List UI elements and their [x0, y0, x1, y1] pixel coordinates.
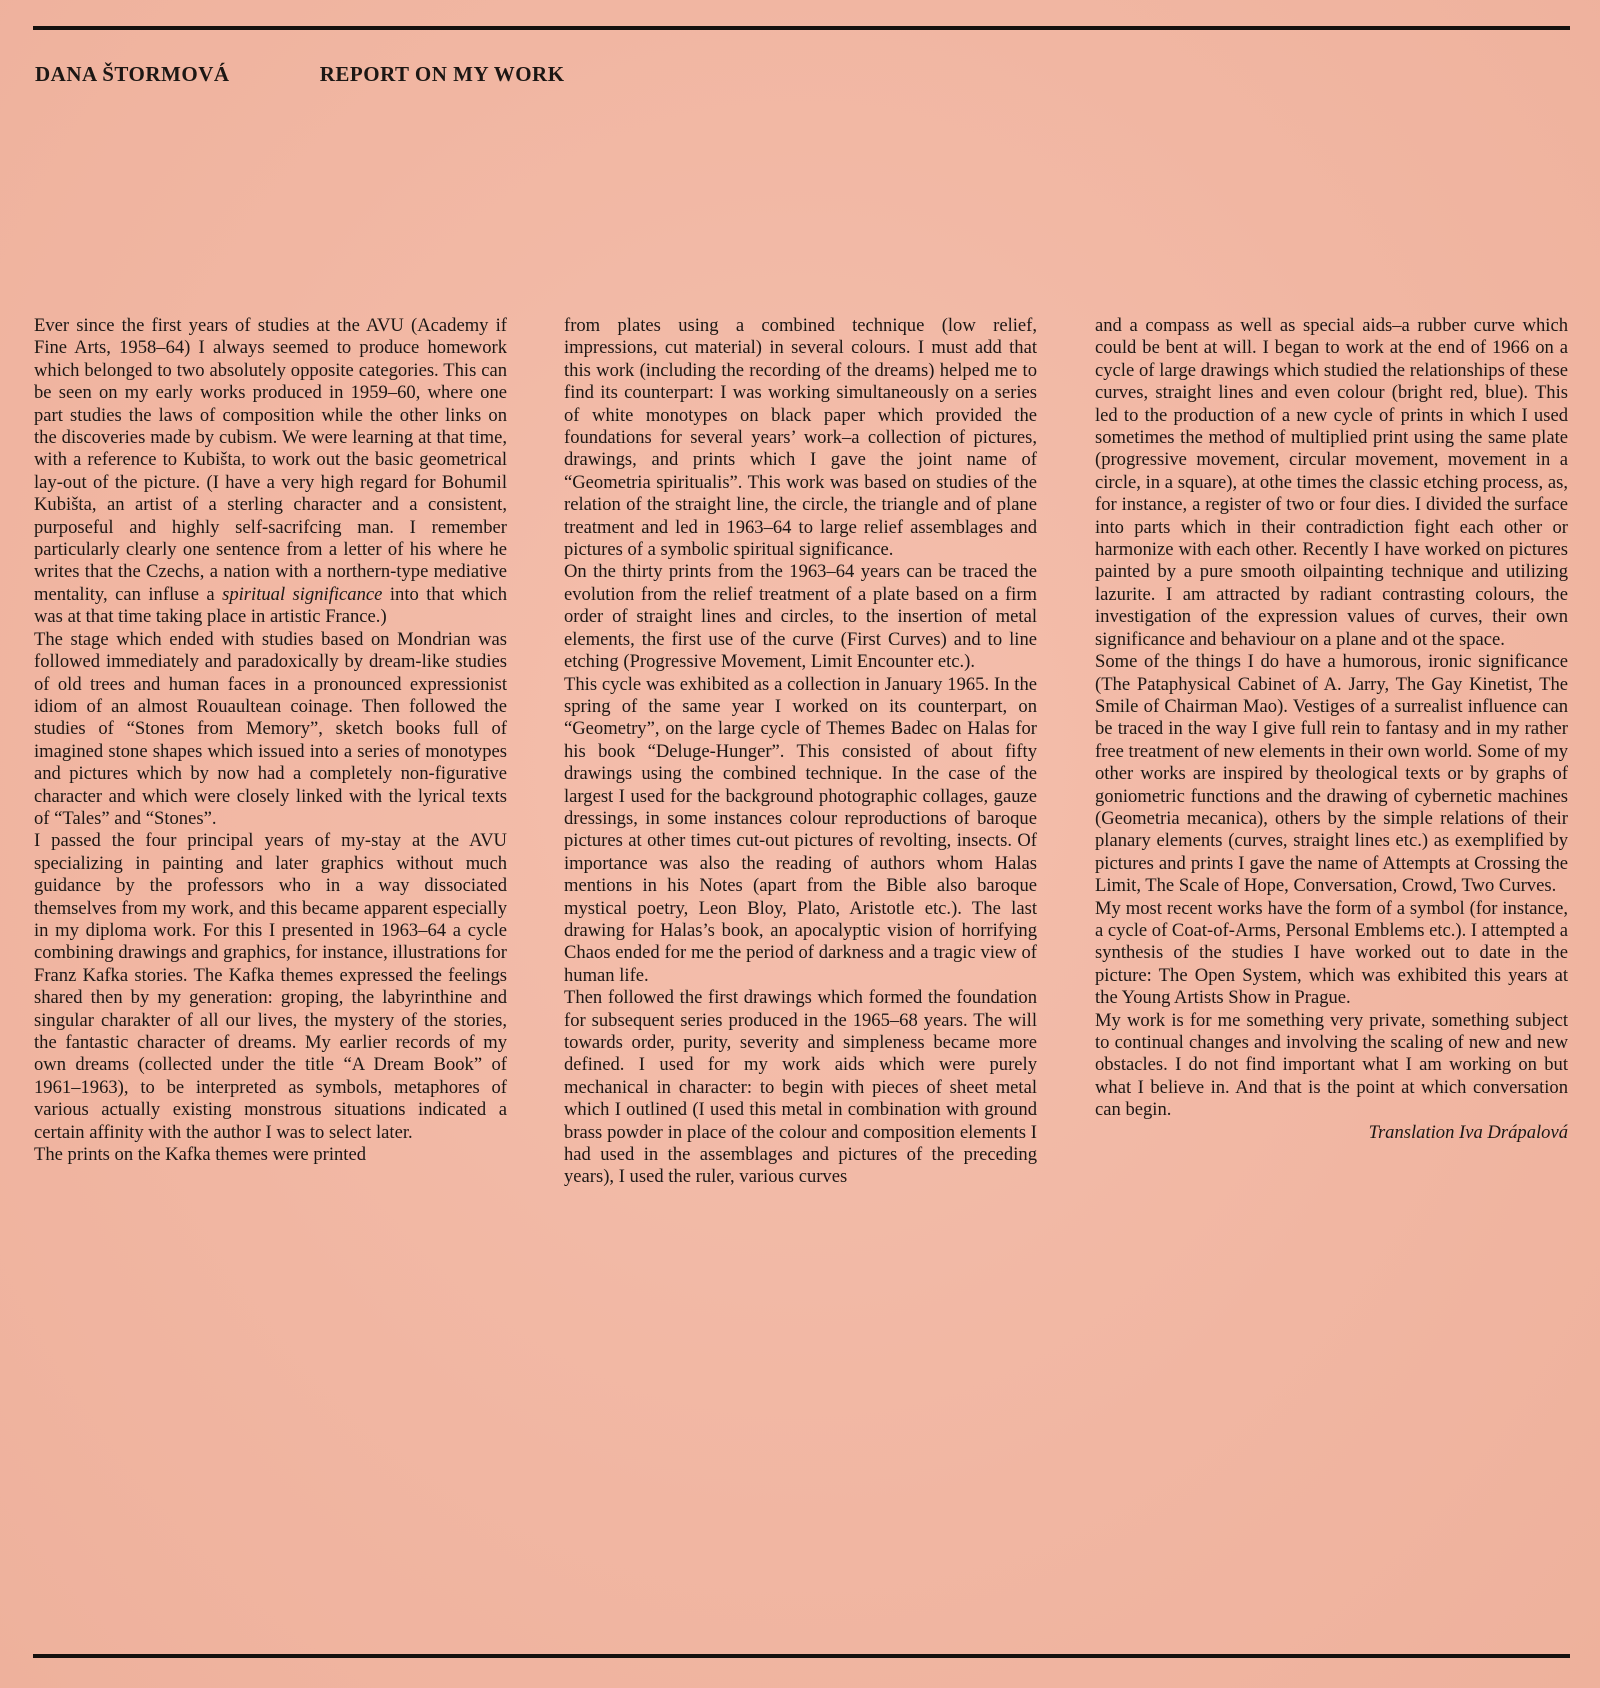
top-rule — [33, 26, 1570, 30]
text-column-2 — [564, 315, 1037, 1189]
paragraph: I passed the four principal years of my-stay at the AVU specializing in painting and later graphics without much guidance by the professors who in a way dissociated themselves from my work, and this became apparent especially in my diploma work. For this I presented in 1963–64 a cycle combining drawings and graphics, for instance, illustrations for Franz Kafka stories. The Kafka themes expressed the feelings shared then by my generation: groping, the labyrinthine and singular charakter of all our lives, the mystery of the stories, the fantastic character of dreams. My earlier records of my own dreams (collected under the title “A Dream Book” of 1961–1963), to be interpreted as symbols, metaphores of various actually existing monstrous situations indicated a certain affinity with the author I was to select later. — [34, 830, 507, 1143]
paragraph: Ever since the first years of studies at the AVU (Academy if Fine Arts, 1958–64) I always seemed to produce homework which belonged to two absolutely opposite categories. This can be seen on my early works produced in 1959–60, where one part studies the laws of composition while the other links on the discoveries made by cubism. We were learning at that time, with a reference to Kubišta, to work out the basic geometrical lay-out of the picture. (I have a very high regard for Bohumil Kubišta, an artist of a sterling character and a consistent, purposeful and highly self-sacrifcing man. I remember particularly clearly one sentence from a letter of his where he writes that the Czechs, a nation with a northern-type mediative mentality, can influse a spiritual significance into that which was at that time taking place in artistic France.) — [34, 315, 507, 628]
article-title: REPORT ON MY WORK — [319, 62, 565, 86]
author-name: DANA ŠTORMOVÁ — [35, 62, 230, 86]
text-column-3 — [1095, 315, 1568, 1144]
paragraph: Some of the things I do have a humorous, ironic significance (The Pataphysical Cabinet of A. Jarry, The Gay Kinetist, The Smile of Chairman Mao). Vestiges of a surrealist influence can be traced in the way I give full rein to fantasy and in my rather free treatment of new elements in their own world. Some of my other works are inspired by theological texts or by graphs of goniometric functions and the drawing of cybernetic machines (Geometria mecanica), others by the simple relations of their planary elements (curves, straight lines etc.) as exemplified by pictures and prints I gave the name of Attempts at Crossing the Limit, The Scale of Hope, Conversation, Crowd, Two Curves. — [1095, 651, 1568, 897]
paragraph: This cycle was exhibited as a collection in January 1965. In the spring of the same year I worked on its counterpart, on “Geometry”, on the large cycle of Themes Badec on Halas for his book “Deluge-Hunger”. This consisted of about fifty drawings using the combined technique. In the case of the largest I used for the background photographic collages, gauze dressings, in some instances colour reproductions of baroque pictures at other times cut-out pictures of revolting, insects. Of importance was also the reading of authors whom Halas mentions in his Notes (apart from the Bible also baroque mystical poetry, Leon Bloy, Plato, Aristotle etc.). The last drawing for Halas’s book, an apocalyptic vision of horrifying Chaos ended for me the period of darkness and a tragic view of human life. — [564, 673, 1037, 986]
paragraph: The stage which ended with studies based on Mondrian was followed immediately and paradoxically by dream-like studies of old trees and human faces in a pronounced expressionist idiom of an almost Rouaultean coinage. Then followed the studies of “Stones from Memory”, sketch books full of imagined stone shapes which issued into a series of monotypes and pictures which by now had a completely non-figurative character and which were closely linked with the lyrical texts of “Tales” and “Stones”. — [34, 628, 507, 829]
paragraph: My work is for me something very private, something subject to continual changes and involving the scaling of new and new obstacles. I do not find important what I am working on but what I believe in. And that is the point at which conversation can begin. — [1095, 1009, 1568, 1121]
page-header — [35, 62, 565, 87]
paragraph: My most recent works have the form of a symbol (for instance, a cycle of Coat-of-Arms, Personal Emblems etc.). I attempted a synthesis of the studies I have worked out to date in the picture: The Open System, which was exhibited this years at the Young Artists Show in Prague. — [1095, 897, 1568, 1009]
paragraph: On the thirty prints from the 1963–64 years can be traced the evolution from the relief treatment of a plate based on a firm order of straight lines and circles, to the insertion of metal elements, the first use of the curve (First Curves) and to line etching (Progressive Movement, Limit Encounter etc.). — [564, 561, 1037, 673]
paragraph: Then followed the first drawings which formed the foundation for subsequent series produced in the 1965–68 years. The will towards order, purity, severity and simpleness became more defined. I used for my work aids which were purely mechanical in character: to begin with pieces of sheet metal which I outlined (I used this metal in combination with ground brass powder in place of the colour and composition elements I had used in the assemblages and pictures of the preceding years), I used the ruler, various curves — [564, 987, 1037, 1188]
translation-credit: Translation Iva Drápalová — [1368, 1121, 1568, 1143]
paragraph: from plates using a combined technique (low relief, impressions, cut material) in several colours. I must add that this work (including the recording of the dreams) helped me to find its counterpart: I was working simultaneously on a series of white monotypes on black paper which provided the foundations for several years’ work–a collection of pictures, drawings, and prints which I gave the joint name of “Geometria spiritualis”. This work was based on studies of the relation of the straight line, the circle, the triangle and of plane treatment and led in 1963–64 to large relief assemblages and pictures of a symbolic spiritual significance. — [564, 315, 1037, 561]
text-column-1 — [34, 315, 507, 1166]
bottom-rule — [33, 1654, 1570, 1658]
paragraph: and a compass as well as special aids–a rubber curve which could be bent at will. I began to work at the end of 1966 on a cycle of large drawings which studied the relationships of these curves, straight lines and even colour (bright red, blue). This led to the production of a new cycle of prints in which I used sometimes the method of multiplied print using the same plate (progressive movement, circular movement, movement in a circle, in a square), at othe times the classic etching process, as, for instance, a register of two or four dies. I divided the surface into parts which in their contradiction fight each other or harmonize with each other. Recently I have worked on pictures painted by a pure smooth oilpainting technique and utilizing lazurite. I am attracted by radiant contrasting colours, the investigation of the expression values of curves, their own significance and behaviour on a plane and ot the space. — [1095, 315, 1568, 650]
paragraph: The prints on the Kafka themes were printed — [34, 1144, 366, 1166]
italic-phrase: spiritual significance — [222, 583, 383, 605]
